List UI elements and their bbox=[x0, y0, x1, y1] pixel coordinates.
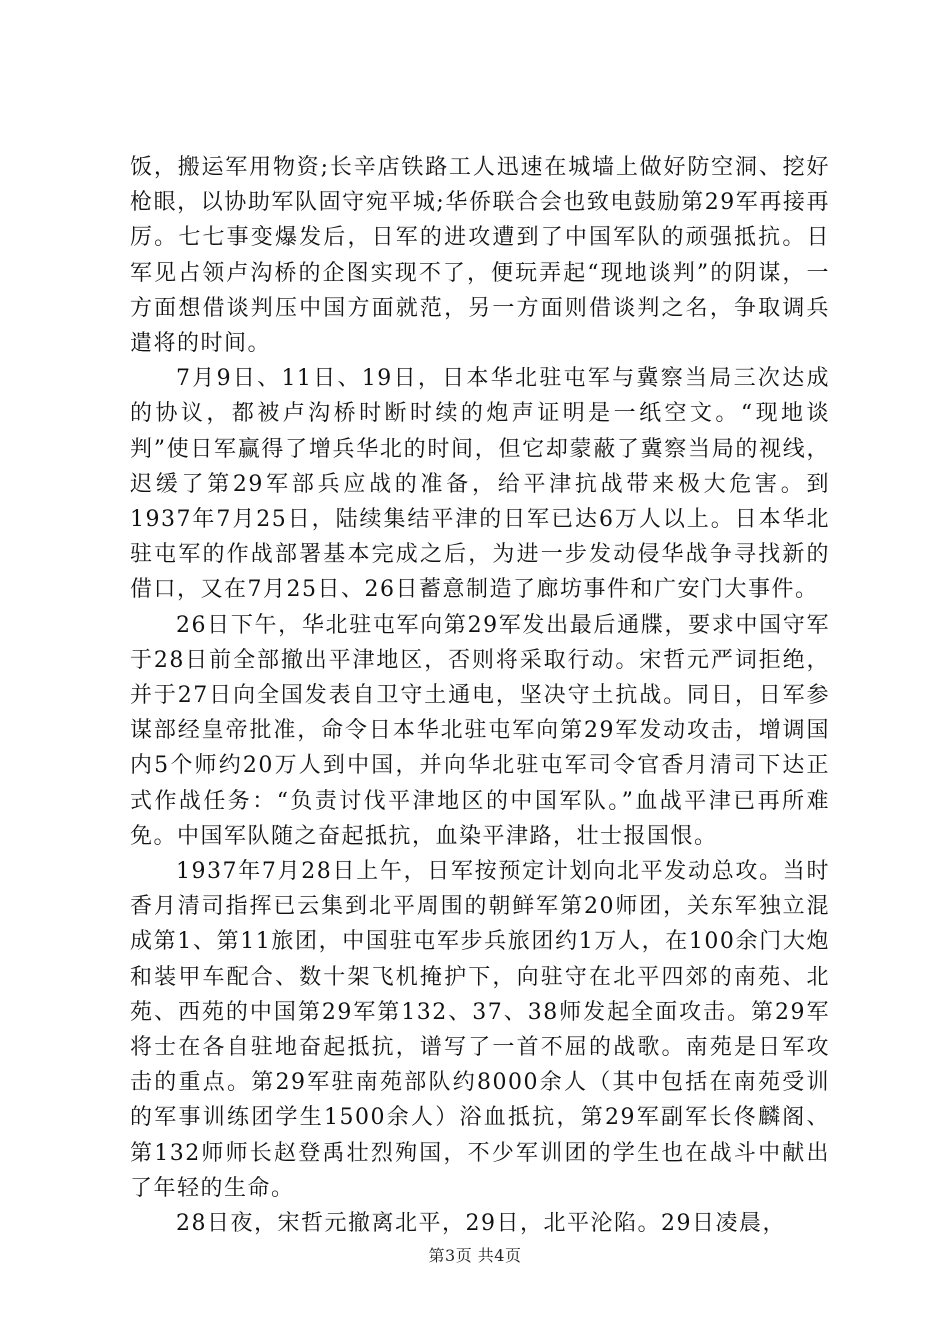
paragraph-2: 7月9日、11日、19日，日本华北驻屯军与冀察当局三次达成的协议，都被卢沟桥时断时续的炮声证明是一纸空文。“现地谈判”使日军赢得了增兵华北的时间，但它却蒙蔽了冀察当局的视线，迟缓了第29军部兵应战的准备，给平津抗战带来极大危害。到1937年7月25日，陆续集结平津的日军已达6万人以上。日本华北驻屯军的作战部署基本完成之后，为进一步发动侵华战争寻找新的借口，又在7月25日、26日蓄意制造了廊坊事件和广安门大事件。 bbox=[130, 366, 830, 603]
paragraph-1: 饭，搬运军用物资;长辛店铁路工人迅速在城墙上做好防空洞、挖好枪眼，以协助军队固守宛平城;华侨联合会也致电鼓励第29军再接再厉。七七事变爆发后，日军的进攻遭到了中国军队的顽强抵抗。日军见占领卢沟桥的企图实现不了，便玩弄起“现地谈判”的阴谋，一方面想借谈判压中国方面就范，另一方面则借谈判之名，争取调兵遣将的时间。 bbox=[130, 155, 830, 357]
page-number-footer: 第3页 共4页 bbox=[428, 1246, 522, 1265]
paragraph-5: 28日夜，宋哲元撤离北平，29日，北平沦陷。29日凌晨， bbox=[176, 1211, 786, 1237]
paragraph-4: 1937年7月28日上午，日军按预定计划向北平发动总攻。当时香月清司指挥已云集到北平周围的朝鲜军第20师团，关东军独立混成第1、第11旅团，中国驻屯军步兵旅团约1万人，在100余门大炮和装甲车配合、数十架飞机掩护下，向驻守在北平四郊的南苑、北苑、西苑的中国第29军第132、37、38师发起全面攻击。第29军将士在各自驻地奋起抵抗，谱写了一首不屈的战歌。南苑是日军攻击的重点。第29军驻南苑部队约8000余人（其中包括在南苑受训的军事训练团学生1500余人）浴血抵抗，第29军副军长佟麟阁、第132师师长赵登禹壮烈殉国，不少军训团的学生也在战斗中献出了年轻的生命。 bbox=[130, 859, 830, 1201]
document-body bbox=[130, 150, 830, 1241]
paragraph-3: 26日下午，华北驻屯军向第29军发出最后通牒，要求中国守军于28日前全部撤出平津地区，否则将采取行动。宋哲元严词拒绝，并于27日向全国发表自卫守土通电，坚决守土抗战。同日，日军参谋部经皇帝批准，命令日本华北驻屯军向第29军发动攻击，增调国内5个师约20万人到中国，并向华北驻屯军司令官香月清司下达正式作战任务：“负责讨伐平津地区的中国军队。”血战平津已再所难免。中国军队随之奋起抵抗，血染平津路，壮士报国恨。 bbox=[130, 612, 830, 849]
